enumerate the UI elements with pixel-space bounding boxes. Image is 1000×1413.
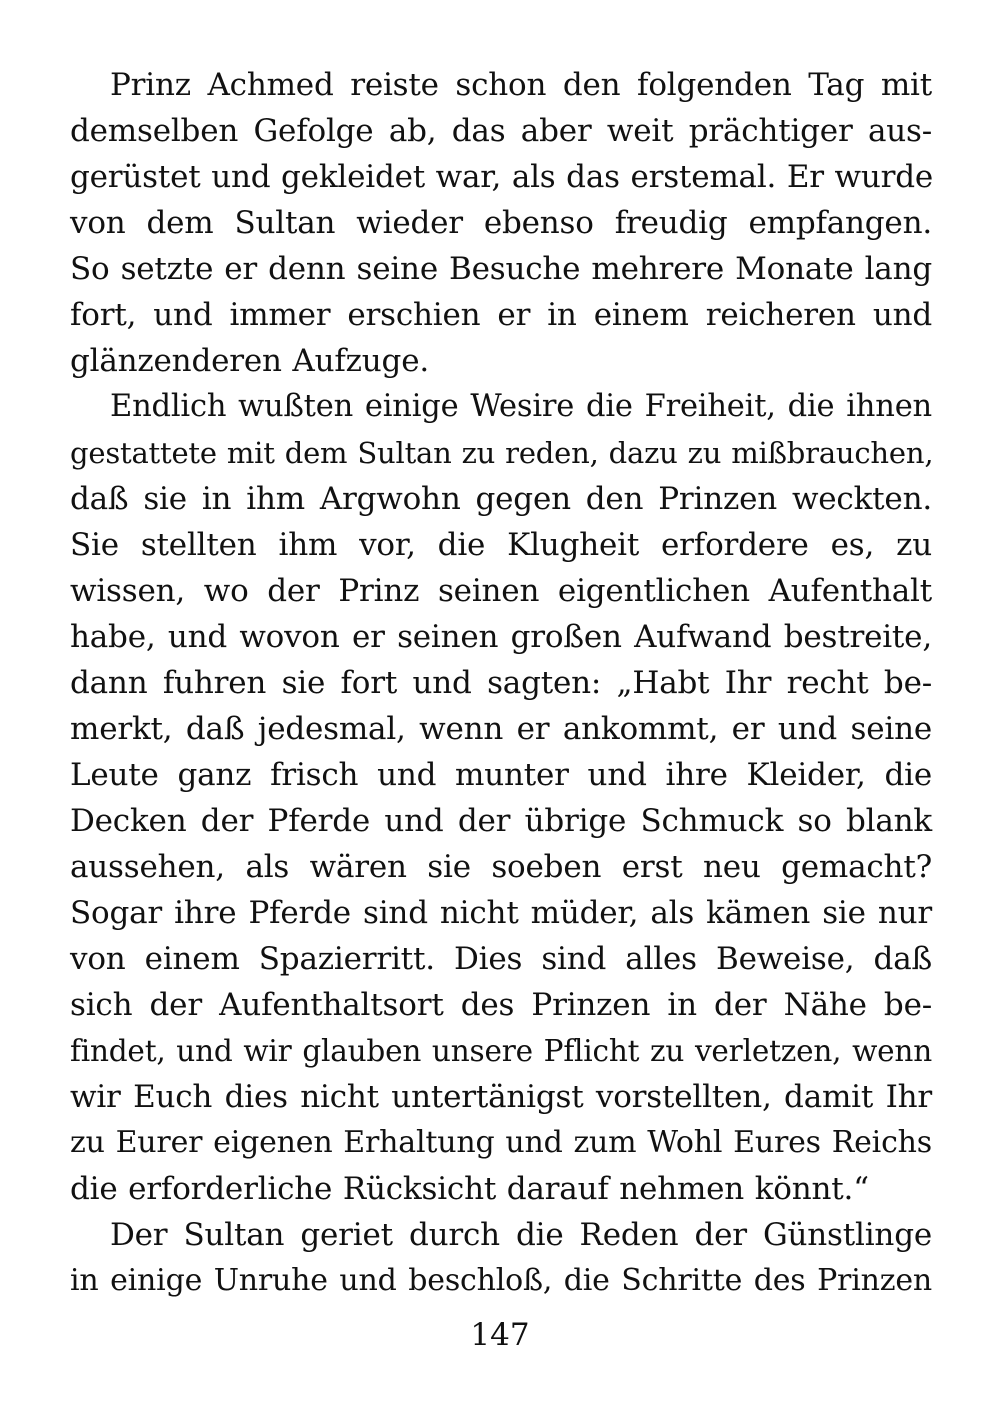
text-line: merkt, daß jedesmal, wenn er ankommt, er und seine [70, 711, 932, 747]
text-line: gestattete mit dem Sultan zu reden, dazu zu mißbrauchen, [70, 436, 934, 470]
text-line: von einem Spazierritt. Dies sind alles Beweise, daß [70, 941, 932, 977]
text-line: Sie stellten ihm vor, die Klugheit erfordere es, zu [70, 527, 932, 563]
text-line: habe, und wovon er seinen großen Aufwand bestreite, [70, 619, 932, 655]
paragraph [70, 1212, 932, 1304]
text-line: die erforderliche Rücksicht darauf nehmen könnt.“ [70, 1171, 869, 1207]
paragraph [70, 62, 932, 384]
text-line: demselben Gefolge ab, das aber weit prächtiger aus- [70, 113, 932, 149]
text-line: wir Euch dies nicht untertänigst vorstellten, damit Ihr [70, 1079, 932, 1115]
text-line: Leute ganz frisch und munter und ihre Kleider, die [70, 757, 932, 793]
text-line: dann fuhren sie fort und sagten: „Habt Ihr recht be- [70, 665, 932, 701]
text-line: wissen, wo der Prinz seinen eigentlichen Aufenthalt [70, 573, 932, 609]
text-line: daß sie in ihm Argwohn gegen den Prinzen weckten. [70, 481, 932, 517]
text-line: von dem Sultan wieder ebenso freudig empfangen. [70, 205, 932, 241]
text-line: So setzte er denn seine Besuche mehrere Monate lang [70, 251, 932, 287]
text-line: Der Sultan geriet durch die Reden der Günstlinge [110, 1217, 932, 1253]
text-line: sich der Aufenthaltsort des Prinzen in der Nähe be- [70, 987, 932, 1023]
text-line: in einige Unruhe und beschloß, die Schritte des Prinzen [70, 1263, 932, 1298]
text-line: Endlich wußten einige Wesire die Freiheit, die ihnen [110, 389, 932, 424]
text-line: aussehen, als wären sie soeben erst neu gemacht? [70, 849, 932, 885]
text-line: zu Eurer eigenen Erhaltung und zum Wohl Eures Reichs [70, 1125, 932, 1160]
page-body [70, 62, 932, 1304]
text-line: Decken der Pferde und der übrige Schmuck so blank [70, 803, 932, 839]
text-line: Sogar ihre Pferde sind nicht müder, als kämen sie nur [70, 895, 932, 931]
text-line: gerüstet und gekleidet war, als das erstemal. Er wurde [70, 159, 934, 195]
paragraph [70, 384, 932, 1212]
text-line: findet, und wir glauben unsere Pflicht zu verletzen, wenn [70, 1034, 932, 1068]
text-line: fort, und immer erschien er in einem reicheren und [70, 297, 932, 333]
page-number: 147 [470, 1317, 530, 1353]
text-line: glänzenderen Aufzuge. [70, 343, 429, 379]
text-line: Prinz Achmed reiste schon den folgenden Tag mit [110, 67, 932, 103]
